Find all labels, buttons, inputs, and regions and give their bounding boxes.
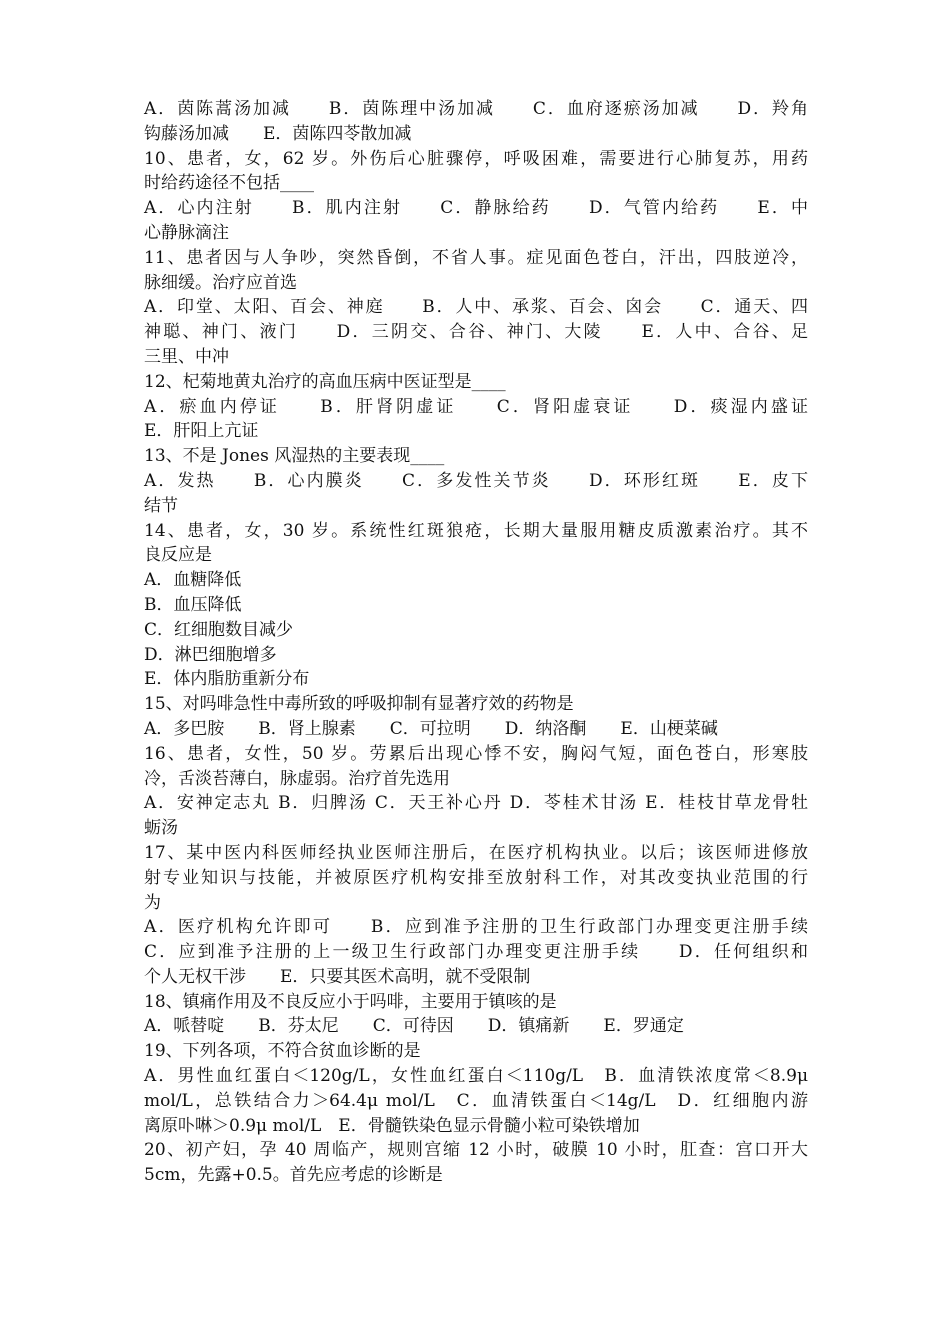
text-line: A．多巴胺 B．肾上腺素 C．可拉明 D．纳洛酮 E．山梗菜碱 (144, 718, 718, 739)
text-line: 10、患者，女，62 岁。外伤后心脏骤停，呼吸困难，需要进行心肺复苏，用药 (144, 148, 808, 169)
text-line: 13、不是 Jones 风湿热的主要表现____ (144, 446, 445, 467)
text-line: 良反应是 (144, 545, 212, 566)
text-line: 14、患者，女，30 岁。系统性红斑狼疮，长期大量服用糖皮质激素治疗。其不 (144, 520, 808, 541)
text-line: 冷，舌淡苔薄白，脉虚弱。治疗首先选用 (144, 768, 450, 789)
text-line: 15、对吗啡急性中毒所致的呼吸抑制有显著疗效的药物是 (144, 694, 574, 715)
text-line: A．心内注射 B．肌内注射 C．静脉给药 D．气管内给药 E．中 (144, 198, 808, 219)
text-line: C．红细胞数目减少 (144, 619, 294, 640)
text-line: 19、下列各项，不符合贫血诊断的是 (144, 1041, 421, 1062)
text-line: 20、初产妇，孕 40 周临产，规则宫缩 12 小时，破膜 10 小时，肛查：宫口开大 (144, 1140, 808, 1161)
text-line: 结节 (144, 495, 178, 516)
text-line: A．印堂、太阳、百会、神庭 B．人中、承浆、百会、囟会 C．通天、四 (144, 297, 808, 318)
text-line: C．应到准予注册的上一级卫生行政部门办理变更注册手续 D．任何组织和 (144, 942, 808, 963)
text-line: D．淋巴细胞增多 (144, 644, 277, 665)
text-line: 心静脉滴注 (144, 222, 229, 243)
text-line: 脉细缓。治疗应首选 (144, 272, 297, 293)
document-page (144, 97, 808, 1188)
text-line: 18、镇痛作用及不良反应小于吗啡，主要用于镇咳的是 (144, 991, 557, 1012)
text-line: 三里、中冲 (144, 346, 229, 367)
text-line: A．医疗机构允许即可 B．应到准予注册的卫生行政部门办理变更注册手续 (144, 917, 808, 938)
text-line: A．安神定志丸 B．归脾汤 C．天王补心丹 D．苓桂术甘汤 E．桂枝甘草龙骨牡 (144, 793, 808, 814)
text-line: 射专业知识与技能，并被原医疗机构安排至放射科工作，对其改变执业范围的行 (144, 867, 808, 888)
text-line: 为 (144, 892, 161, 913)
text-line: A．茵陈蒿汤加减 B．茵陈理中汤加减 C．血府逐瘀汤加减 D．羚角 (144, 99, 808, 119)
text-line: B．血压降低 (144, 594, 242, 615)
text-line: 钩藤汤加减 E．茵陈四苓散加减 (144, 123, 412, 144)
text-line: E．肝阳上亢证 (144, 421, 259, 442)
text-line: A．男性血红蛋白＜120g/L，女性血红蛋白＜110g/L B．血清铁浓度常＜8.9μ (144, 1066, 808, 1087)
text-line: 5cm，先露+0.5。首先应考虑的诊断是 (144, 1165, 443, 1186)
text-line: 个人无权干涉 E．只要其医术高明，就不受限制 (144, 966, 531, 987)
text-line: 时给药途径不包括____ (144, 173, 314, 194)
text-line: A．发热 B．心内膜炎 C．多发性关节炎 D．环形红斑 E．皮下 (144, 470, 808, 491)
text-line: A．瘀血内停证 B．肝肾阴虚证 C．肾阳虚衰证 D．痰湿内盛证 (144, 396, 808, 417)
text-line: 11、患者因与人争吵，突然昏倒，不省人事。症见面色苍白，汗出，四肢逆冷， (144, 247, 808, 268)
text-line: 神聪、神门、液门 D．三阴交、合谷、神门、大陵 E．人中、合谷、足 (144, 322, 808, 343)
text-line: 12、杞菊地黄丸治疗的高血压病中医证型是____ (144, 371, 506, 392)
text-line: E．体内脂肪重新分布 (144, 669, 310, 690)
text-line: mol/L，总铁结合力＞64.4μ mol/L C．血清铁蛋白＜14g/L D．红细胞内游 (144, 1090, 808, 1111)
text-line: 17、某中医内科医师经执业医师注册后，在医疗机构执业。以后；该医师进修放 (144, 842, 808, 863)
text-line: 离原卟啉＞0.9μ mol/L E．骨髓铁染色显示骨髓小粒可染铁增加 (144, 1115, 640, 1136)
text-line: 蛎汤 (144, 818, 178, 839)
text-line: A．血糖降低 (144, 570, 242, 591)
text-line: 16、患者，女性，50 岁。劳累后出现心悸不安，胸闷气短，面色苍白，形寒肢 (144, 743, 808, 764)
text-line: A．哌替啶 B．芬太尼 C．可待因 D．镇痛新 E．罗通定 (144, 1016, 684, 1037)
